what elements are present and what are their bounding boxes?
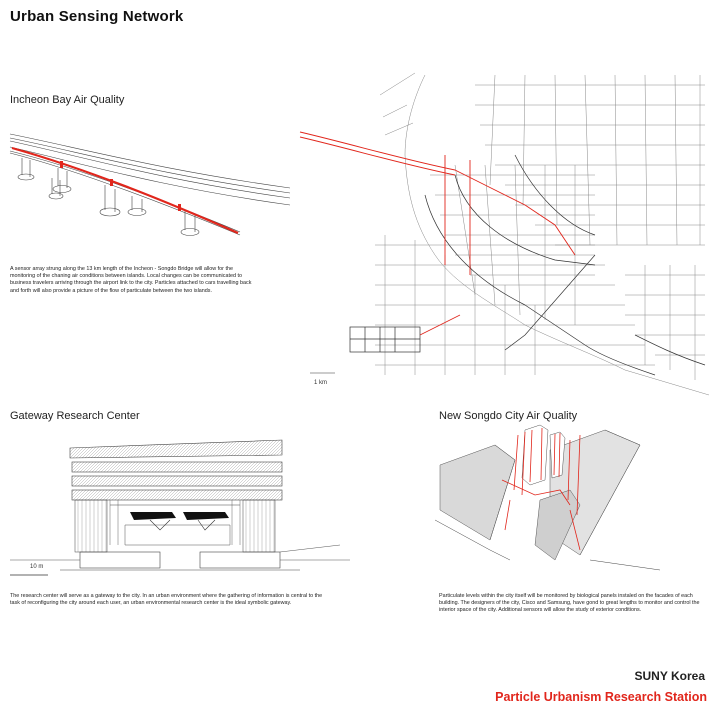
- songdo-description: Particulate levels within the city itself will be monitored by biological panels instaled on the facades of each building. The designers of the city, Cisco and Samsung, have gond to great lengths to monitor and control the interior space of the city. Additional sensors will allow the study of exterior conditions.: [439, 593, 700, 614]
- board-title: Urban Sensing Network: [10, 8, 184, 25]
- gateway-description: The research center will serve as a gateway to the city. In an urban environment where the gathering of information is central to the task of reconfiguring the city around each user, an urban environmental research center is the ideal symbolic gateway.: [10, 593, 323, 607]
- map-scale-label: 1 km: [314, 380, 328, 386]
- songdo-axonometric: [430, 420, 670, 580]
- gateway-section-title: Gateway Research Center: [10, 410, 140, 422]
- incheon-description: A sensor array strung along the 13 km length of the Incheon - Songdo Bridge will allow for the monitoring of the chaning air conditions between islands. Local changes can be communicated to business travelers arriving through the airport link to the city. Particles attached to cars travelling back and forth will also provide a picture of the flow of particulate between the two islands.: [10, 266, 252, 294]
- project-title: Particle Urbanism Research Station: [495, 690, 707, 704]
- gateway-scale-label: 10 m: [30, 564, 44, 570]
- incheon-section-title: Incheon Bay Air Quality: [10, 94, 125, 106]
- gateway-elevation: [0, 0, 380, 590]
- songdo-section-title: New Songdo City Air Quality: [439, 410, 578, 422]
- organization-label: SUNY Korea: [634, 669, 705, 683]
